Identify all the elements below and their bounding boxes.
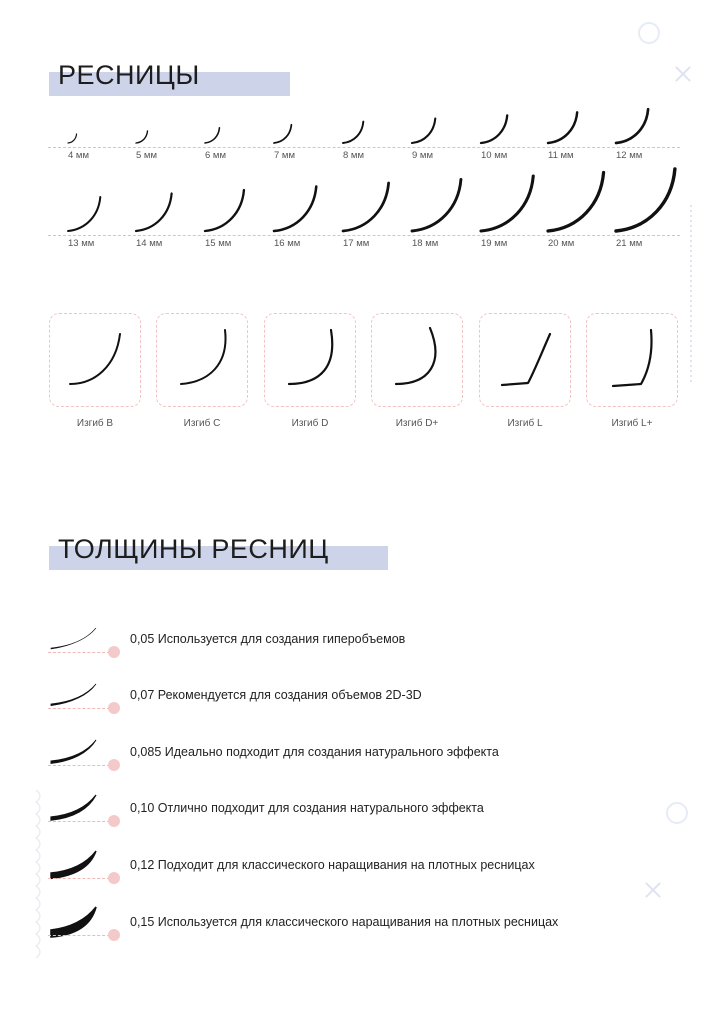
length-row-divider: [48, 235, 680, 236]
thickness-divider: [48, 821, 110, 822]
lash-length-icon: [66, 163, 136, 233]
lash-length-icon: [134, 163, 204, 233]
length-label: 12 мм: [616, 150, 643, 161]
lash-length-icon: [410, 163, 480, 233]
curl-card-d: [264, 313, 356, 407]
curl-label: Изгиб B: [76, 418, 114, 429]
thickness-text: 0,12 Подходит для классического наращивания на плотных ресницах: [130, 858, 535, 872]
length-label: 8 мм: [343, 150, 364, 161]
thickness-dot: [108, 702, 120, 714]
thickness-dot: [108, 759, 120, 771]
thickness-row: [48, 680, 648, 720]
curl-label: Изгиб L: [507, 418, 543, 429]
lash-length-icon: [614, 75, 684, 145]
length-label: 21 мм: [616, 238, 643, 249]
lash-length-icon: [479, 75, 549, 145]
thickness-text: 0,15 Используется для классического наращивания на плотных ресницах: [130, 915, 559, 929]
thickness-divider: [48, 765, 110, 766]
curl-label: Изгиб D: [291, 418, 329, 429]
thickness-dot: [108, 929, 120, 941]
decorative-circle-icon: [666, 802, 688, 824]
decorative-dotted-line: [690, 205, 692, 385]
thickness-text: 0,05 Используется для создания гиперобъемов: [130, 632, 406, 646]
lash-length-icon: [66, 75, 136, 145]
thickness-row: [48, 793, 648, 833]
lash-length-icon: [341, 163, 411, 233]
thickness-dot: [108, 646, 120, 658]
length-label: 18 мм: [412, 238, 439, 249]
thickness-divider: [48, 708, 110, 709]
lash-curl-l-plus-icon: [587, 314, 679, 408]
thickness-text: 0,07 Рекомендуется для создания объемов 2D-3D: [130, 688, 422, 702]
thickness-row: [48, 850, 648, 890]
lash-length-icon: [203, 75, 273, 145]
length-label: 13 мм: [68, 238, 95, 249]
curl-label: Изгиб D+: [395, 418, 439, 429]
lash-thickness-icon: [48, 737, 108, 767]
lash-thickness-icon: [48, 907, 108, 937]
length-label: 11 мм: [548, 150, 574, 161]
lash-curl-l-icon: [480, 314, 572, 408]
length-label: 6 мм: [205, 150, 226, 161]
lash-curl-b-icon: [50, 314, 142, 408]
lash-thickness-icon: [48, 680, 108, 710]
decorative-circle-icon: [638, 22, 660, 44]
length-label: 16 мм: [274, 238, 301, 249]
length-label: 14 мм: [136, 238, 163, 249]
curl-card-b: [49, 313, 141, 407]
lash-length-icon: [134, 75, 204, 145]
thickness-row: [48, 907, 648, 947]
thickness-divider: [48, 652, 110, 653]
thickness-divider: [48, 935, 110, 936]
lash-thickness-icon: [48, 624, 108, 654]
curl-label: Изгиб L+: [611, 418, 653, 429]
decorative-wave-icon: [34, 790, 46, 960]
lash-curl-c-icon: [157, 314, 249, 408]
thickness-row: [48, 624, 648, 664]
lash-length-icon: [341, 75, 411, 145]
curl-label: Изгиб C: [183, 418, 221, 429]
length-label: 20 мм: [548, 238, 575, 249]
thickness-text: 0,10 Отлично подходит для создания натурального эффекта: [130, 801, 484, 815]
thickness-divider: [48, 878, 110, 879]
lash-length-icon: [203, 163, 273, 233]
lash-length-icon: [546, 163, 616, 233]
lash-length-icon: [410, 75, 480, 145]
lash-length-icon: [546, 75, 616, 145]
thickness-text: 0,085 Идеально подходит для создания натурального эффекта: [130, 745, 499, 759]
curl-card-d-plus: [371, 313, 463, 407]
length-label: 19 мм: [481, 238, 508, 249]
section-title-lengths: РЕСНИЦЫ: [58, 60, 200, 90]
section-title-thickness: ТОЛЩИНЫ РЕСНИЦ: [58, 534, 329, 564]
curl-card-c: [156, 313, 248, 407]
lash-length-icon: [479, 163, 549, 233]
thickness-dot: [108, 872, 120, 884]
lash-length-icon: [614, 163, 684, 233]
length-label: 15 мм: [205, 238, 232, 249]
length-label: 4 мм: [68, 150, 89, 161]
length-label: 9 мм: [412, 150, 433, 161]
length-label: 5 мм: [136, 150, 157, 161]
lash-length-icon: [272, 163, 342, 233]
lash-thickness-icon: [48, 850, 108, 880]
curl-card-l: [479, 313, 571, 407]
length-label: 10 мм: [481, 150, 508, 161]
lash-curl-d-icon: [265, 314, 357, 408]
length-label: 17 мм: [343, 238, 370, 249]
lash-thickness-icon: [48, 793, 108, 823]
thickness-row: [48, 737, 648, 777]
lash-length-icon: [272, 75, 342, 145]
length-label: 7 мм: [274, 150, 295, 161]
length-row-divider: [48, 147, 680, 148]
thickness-dot: [108, 815, 120, 827]
lash-curl-d-plus-icon: [372, 314, 464, 408]
curl-card-l-plus: [586, 313, 678, 407]
